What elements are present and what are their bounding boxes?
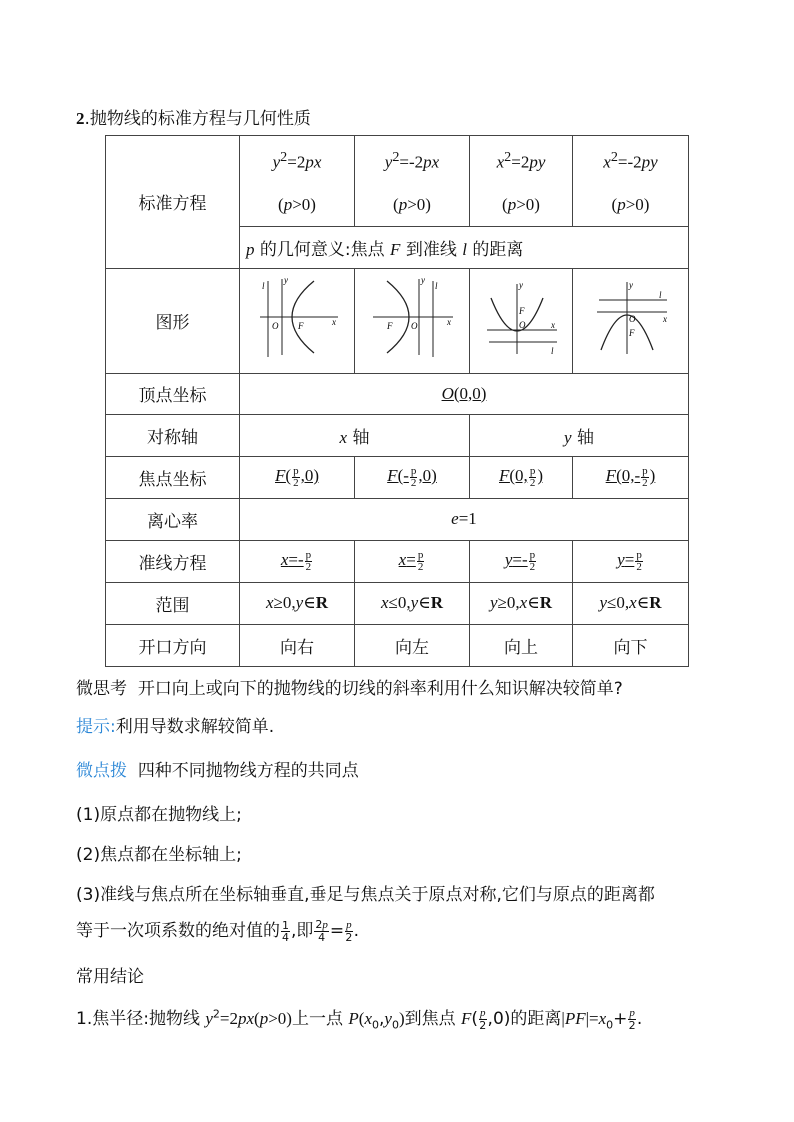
- label-axis: 对称轴: [106, 414, 240, 456]
- label-eccentricity: 离心率: [106, 498, 240, 540]
- eq-left: $y^2=-2px$ (p>0): [355, 136, 470, 227]
- eq-right: $y^2=2px$ (p>0): [240, 136, 355, 227]
- svg-text:O: O: [272, 321, 279, 332]
- eq-up: $x^2=2py$ (p>0): [470, 136, 573, 227]
- focus-up: F(0, $\frac{p}{2}$ ): [470, 456, 573, 498]
- directrix-left: x= $\frac{p}{2}$: [355, 540, 470, 582]
- graph-up: [470, 268, 573, 373]
- range-left: x≤0,y∈R: [355, 582, 470, 624]
- graph-down: [573, 268, 689, 373]
- label-focus: 焦点坐标: [106, 456, 240, 498]
- svg-text:F: F: [387, 321, 393, 332]
- focal-radius: 1.焦半径:抛物线 $y^2=2px(p>0)$上一点 $P(x_0,y_0)$到焦点 F( $\frac{p}{2}$ ,0)的距离$|PF|=x_0+$ $\frac{p}{2}$ .: [76, 1007, 643, 1032]
- focus-left: F(- $\frac{p}{2}$ ,0): [355, 456, 470, 498]
- label-range: 范围: [106, 582, 240, 624]
- svg-text:F: F: [519, 306, 525, 317]
- eq-down: $x^2=-2py$ (p>0): [573, 136, 689, 227]
- section-heading: 2.抛物线的标准方程与几何性质: [76, 109, 311, 129]
- svg-text:x: x: [551, 320, 555, 331]
- point-3: (3)准线与焦点所在坐标轴垂直,垂足与焦点关于原点对称,它们与原点的距离都: [76, 885, 655, 905]
- conclusion-title: 常用结论: [76, 967, 144, 987]
- svg-text:l: l: [262, 281, 265, 292]
- label-graph: 图形: [106, 268, 240, 373]
- point-3-continued: 等于一次项系数的绝对值的 $\frac{1}{4}$ ,即 $\frac{2p}{4}$ = $\frac{p}{2}$ .: [76, 918, 360, 944]
- point-2: (2)焦点都在坐标轴上;: [76, 845, 242, 865]
- open-down: 向下: [573, 624, 689, 666]
- directrix-down: y= $\frac{p}{2}$: [573, 540, 689, 582]
- svg-text:l: l: [551, 346, 554, 357]
- svg-text:l: l: [658, 290, 662, 301]
- p-meaning: p 的几何意义:焦点 F 到准线 l 的距离: [240, 226, 689, 268]
- range-right: x≥0,y∈R: [240, 582, 355, 624]
- focus-right: F( $\frac{p}{2}$ ,0): [240, 456, 355, 498]
- svg-text:y: y: [628, 280, 633, 291]
- directrix-right: x=- $\frac{p}{2}$: [240, 540, 355, 582]
- axis-x: x 轴: [240, 414, 470, 456]
- open-right: 向右: [240, 624, 355, 666]
- svg-text:O: O: [628, 314, 635, 325]
- label-opening: 开口方向: [106, 624, 240, 666]
- svg-text:y: y: [284, 275, 288, 286]
- eccentricity-value: e=1: [240, 498, 689, 540]
- svg-text:y: y: [519, 280, 523, 291]
- open-left: 向左: [355, 624, 470, 666]
- svg-text:x: x: [447, 317, 451, 328]
- svg-text:F: F: [298, 321, 304, 332]
- label-vertex: 顶点坐标: [106, 373, 240, 414]
- vertex-value: O(0,0): [240, 373, 689, 414]
- range-down: y≤0,x∈R: [573, 582, 689, 624]
- svg-text:O: O: [519, 320, 526, 331]
- think-question: 微思考 开口向上或向下的抛物线的切线的斜率利用什么知识解决较简单?: [76, 679, 623, 699]
- graph-right: [240, 268, 355, 373]
- label-directrix: 准线方程: [106, 540, 240, 582]
- hint: 提示:利用导数求解较简单.: [76, 717, 275, 737]
- label-standard-equation: 标准方程: [106, 136, 240, 269]
- parabola-properties-table: [105, 135, 689, 667]
- tip-heading: 微点拨 四种不同抛物线方程的共同点: [76, 761, 359, 781]
- svg-text:x: x: [332, 317, 336, 328]
- directrix-up: y=- $\frac{p}{2}$: [470, 540, 573, 582]
- svg-text:l: l: [435, 281, 438, 292]
- svg-text:F: F: [628, 328, 634, 339]
- axis-y: y 轴: [470, 414, 689, 456]
- range-up: y≥0,x∈R: [470, 582, 573, 624]
- svg-text:y: y: [421, 275, 425, 286]
- point-1: (1)原点都在抛物线上;: [76, 805, 242, 825]
- svg-text:O: O: [411, 321, 418, 332]
- graph-left: [355, 268, 470, 373]
- focus-down: F(0,- $\frac{p}{2}$ ): [573, 456, 689, 498]
- svg-text:x: x: [662, 314, 667, 325]
- open-up: 向上: [470, 624, 573, 666]
